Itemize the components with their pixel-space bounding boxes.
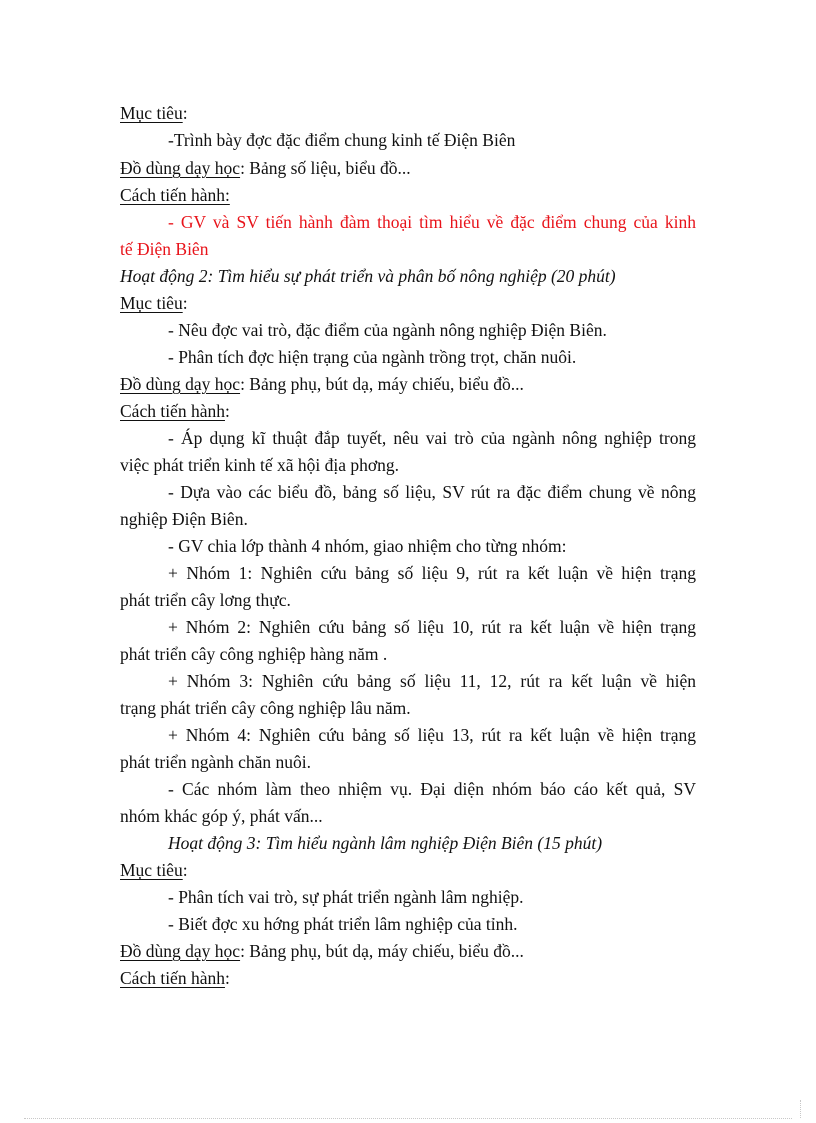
paragraph-line: nghiệp Điện Biên. — [120, 509, 248, 529]
objective-heading — [120, 290, 188, 317]
paragraph-line: - Dựa vào các biểu đồ, bảng số liệu, SV rút ra đặc điểm chung về nông — [168, 482, 696, 502]
label-suffix: : Bảng phụ, bút dạ, máy chiếu, biểu đồ... — [240, 374, 524, 394]
paragraph-line: trạng phát triển cây công nghiệp lâu năm. — [120, 698, 411, 718]
procedure-heading — [120, 182, 230, 209]
highlighted-line: - GV và SV tiến hành đàm thoại tìm hiểu về đặc điểm chung của kinh — [168, 212, 696, 232]
paragraph-line: -Trình bày đợc đặc điểm chung kinh tế Điện Biên — [168, 130, 516, 150]
label-text: Đồ dùng dạy học — [120, 158, 241, 178]
label-suffix: : — [224, 401, 230, 421]
label-text: Cách tiến hành — [120, 968, 225, 988]
procedure-heading — [120, 398, 230, 425]
label-suffix: : — [182, 103, 188, 123]
materials-heading — [120, 155, 411, 182]
label-text: Mục tiêu — [120, 103, 183, 123]
label-suffix: : Bảng phụ, bút dạ, máy chiếu, biểu đồ... — [240, 941, 524, 961]
paragraph-line: + Nhóm 1: Nghiên cứu bảng số liệu 9, rút ra kết luận về hiện trạng — [168, 563, 696, 583]
activity-heading: Hoạt động 2: Tìm hiểu sự phát triển và phân bố nông nghiệp (20 phút) — [120, 266, 616, 286]
label-text: Cách tiến hành: — [120, 185, 230, 205]
paragraph-line: phát triển cây lơng thực. — [120, 590, 291, 610]
label-text: Mục tiêu — [120, 293, 183, 313]
page-footer-divider — [24, 1118, 792, 1119]
label-text: Cách tiến hành — [120, 401, 225, 421]
label-suffix: : Bảng số liệu, biểu đồ... — [240, 158, 411, 178]
paragraph-line: việc phát triển kinh tế xã hội địa phơng. — [120, 455, 399, 475]
objective-heading — [120, 857, 188, 884]
highlighted-line: tế Điện Biên — [120, 239, 209, 259]
paragraph-line: phát triển ngành chăn nuôi. — [120, 752, 311, 772]
objective-heading — [120, 100, 188, 127]
paragraph-line: - Biết đợc xu hớng phát triển lâm nghiệp của tỉnh. — [168, 914, 518, 934]
procedure-heading — [120, 965, 230, 992]
materials-heading — [120, 371, 524, 398]
label-suffix: : — [224, 968, 230, 988]
paragraph-line: - GV chia lớp thành 4 nhóm, giao nhiệm cho từng nhóm: — [168, 536, 567, 556]
materials-heading — [120, 938, 524, 965]
paragraph-line: phát triển cây công nghiệp hàng năm . — [120, 644, 388, 664]
paragraph-line: + Nhóm 3: Nghiên cứu bảng số liệu 11, 12, rút ra kết luận về hiện — [168, 671, 696, 691]
page-corner-mark — [800, 1100, 802, 1118]
paragraph-line: - Phân tích đợc hiện trạng của ngành trồng trọt, chăn nuôi. — [168, 347, 577, 367]
label-text: Mục tiêu — [120, 860, 183, 880]
paragraph-line: + Nhóm 4: Nghiên cứu bảng số liệu 13, rút ra kết luận về hiện trạng — [168, 725, 696, 745]
label-suffix: : — [182, 293, 188, 313]
paragraph-line: - Áp dụng kĩ thuật đắp tuyết, nêu vai trò của ngành nông nghiệp trong — [168, 428, 696, 448]
label-text: Đồ dùng dạy học — [120, 941, 241, 961]
paragraph-line: - Phân tích vai trò, sự phát triển ngành lâm nghiệp. — [168, 887, 524, 907]
paragraph-line: + Nhóm 2: Nghiên cứu bảng số liệu 10, rút ra kết luận về hiện trạng — [168, 617, 696, 637]
label-text: Đồ dùng dạy học — [120, 374, 241, 394]
paragraph-line: nhóm khác góp ý, phát vấn... — [120, 806, 323, 826]
activity-heading: Hoạt động 3: Tìm hiểu ngành lâm nghiệp Điện Biên (15 phút) — [168, 833, 603, 853]
label-suffix: : — [182, 860, 188, 880]
paragraph-line: - Các nhóm làm theo nhiệm vụ. Đại diện nhóm báo cáo kết quả, SV — [168, 779, 696, 799]
paragraph-line: - Nêu đợc vai trò, đặc điểm của ngành nông nghiệp Điện Biên. — [168, 320, 607, 340]
